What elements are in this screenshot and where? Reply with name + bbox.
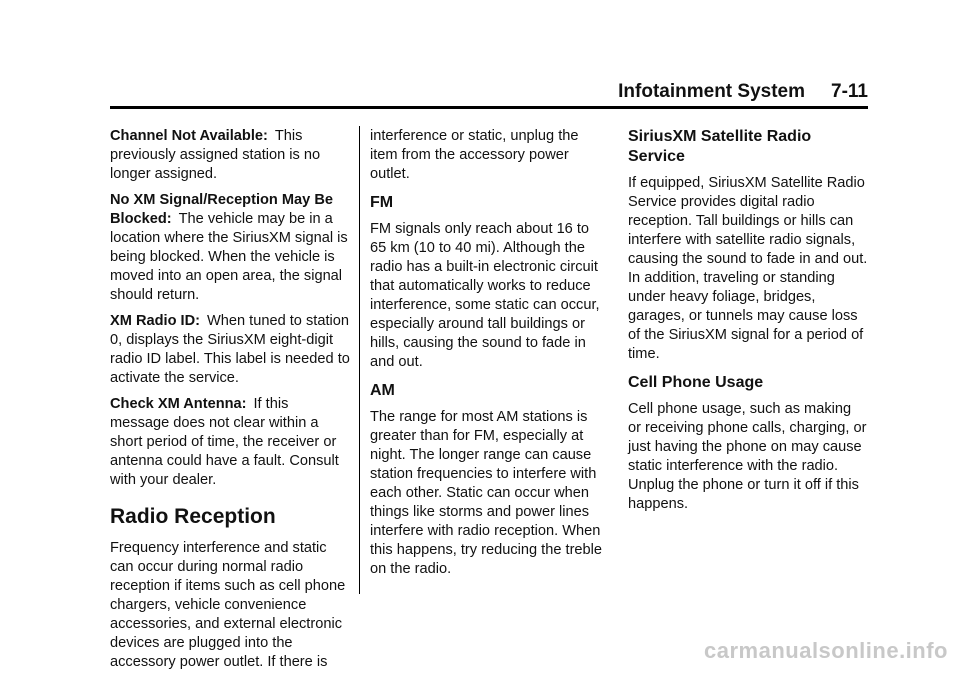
- paragraph-siriusxm-service: If equipped, SiriusXM Satellite Radio Service provides digital radio reception. Tall buildings or hills can interfere with satellite radio signals, causing the sound to fade in and out. In addition, traveling or standing under heavy foliage, bridges, garages, or tunnels may cause loss of the SiriusXM signal for a period of time.: [628, 175, 868, 362]
- message-label: XM Radio ID:: [110, 313, 200, 329]
- heading-fm: FM: [370, 194, 394, 211]
- message-label: Check XM Antenna:: [110, 396, 247, 412]
- paragraph-cell-phone-usage: Cell phone usage, such as making or receiving phone calls, charging, or just having the phone on may cause static interference with the radio. Unplug the phone or turn it off if this happens.: [628, 401, 867, 512]
- column-1: [110, 127, 350, 679]
- message-text: If this message does not clear within a short period of time, the receiver or antenna could have a fault. Consult with your dealer.: [110, 396, 339, 488]
- page-number: 7-11: [831, 81, 868, 102]
- paragraph-continued: interference or static, unplug the item from the accessory power outlet.: [370, 128, 579, 182]
- message-label: No XM Signal/Reception May Be Blocked:: [110, 192, 333, 227]
- paragraph-am: The range for most AM stations is greater than for FM, especially at night. The longer range can cause station frequencies to interfere with each other. Static can occur when things like storms and power lines interfere with radio reception. When this happens, try reducing the treble on the radio.: [370, 409, 603, 577]
- heading-cell-phone-usage: Cell Phone Usage: [628, 374, 764, 391]
- heading-am: AM: [370, 382, 395, 399]
- message-no-xm-signal: [110, 191, 350, 305]
- column-divider: [359, 126, 360, 594]
- header-rule: [110, 106, 868, 109]
- page-header: [110, 78, 868, 106]
- message-label: Channel Not Available:: [110, 128, 268, 144]
- column-2: [370, 127, 608, 586]
- message-text: This previously assigned station is no longer assigned.: [110, 128, 321, 182]
- message-check-xm-antenna: [110, 395, 350, 490]
- message-text: The vehicle may be in a location where the SiriusXM signal is being blocked. When the vehicle is moved into an open area, the signal should return.: [110, 211, 348, 303]
- paragraph-radio-reception: Frequency interference and static can occur during normal radio reception if items such as cell phone chargers, vehicle convenience accessories, and external electronic devices are plugged into the accessory power outlet. If there is: [110, 540, 346, 670]
- heading-radio-reception: Radio Reception: [110, 505, 276, 528]
- message-xm-radio-id: [110, 312, 350, 388]
- column-3: [628, 127, 868, 521]
- section-title: Infotainment System: [618, 81, 806, 102]
- heading-siriusxm-service: SiriusXM Satellite Radio Service: [628, 128, 812, 165]
- message-channel-not-available: [110, 127, 350, 184]
- watermark: carmanualsonline.info: [704, 638, 948, 663]
- paragraph-fm: FM signals only reach about 16 to 65 km (10 to 40 mi). Although the radio has a built-in electronic circuit that automatically works to reduce interference, some static can occur, especially around tall buildings or hills, causing the sound to fade in and out.: [370, 221, 600, 370]
- message-text: When tuned to station 0, displays the SiriusXM eight-digit radio ID label. This label is needed to activate the service.: [110, 313, 350, 386]
